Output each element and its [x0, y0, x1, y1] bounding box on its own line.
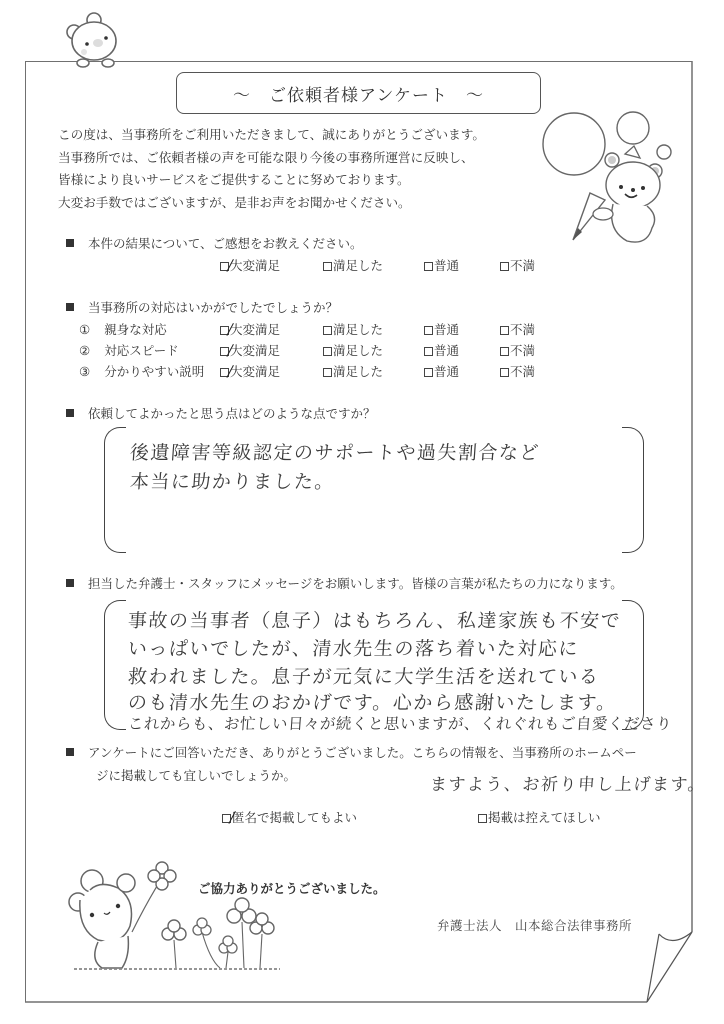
checkbox-icon[interactable]	[500, 347, 509, 356]
item-label: 対応スピード	[104, 343, 179, 358]
option-label: 不満	[510, 258, 536, 273]
q1-option-satisfied[interactable]	[323, 256, 383, 274]
thank-you-message: ご協力ありがとうございました。	[198, 881, 386, 896]
q5-option-do-not-publish[interactable]	[478, 808, 601, 826]
q2-2-option-satisfied[interactable]	[323, 341, 383, 359]
q4-handwritten-line: 救われました。息子が元気に大学生活を送れている	[127, 666, 601, 688]
q3-handwritten-line: 後遺障害等級認定のサポートや過失割合など	[129, 442, 541, 464]
checkbox-icon[interactable]	[424, 262, 433, 271]
checkbox-checked-icon[interactable]	[220, 347, 229, 356]
bullet-square-icon	[66, 303, 74, 311]
checkbox-icon[interactable]	[500, 326, 509, 335]
option-label: 普通	[434, 364, 460, 379]
bear-peeking-icon	[60, 10, 130, 70]
q2-item-1	[79, 320, 167, 338]
bullet-square-icon	[66, 409, 74, 417]
q1-option-normal[interactable]	[424, 256, 459, 274]
question-5	[66, 743, 637, 761]
left-bracket	[104, 600, 126, 730]
option-label: 大変満足	[230, 364, 281, 379]
option-label: 大変満足	[230, 343, 281, 358]
intro-line: 皆様により良いサービスをご提供することに努めております。	[58, 172, 410, 187]
checkbox-checked-icon[interactable]	[220, 262, 229, 271]
q1-option-very-satisfied[interactable]	[220, 256, 280, 274]
option-label: 満足した	[333, 343, 384, 358]
intro-paragraph	[58, 124, 485, 214]
option-label: 大変満足	[230, 258, 281, 273]
option-label: 満足した	[333, 322, 384, 337]
option-label: 普通	[434, 322, 460, 337]
option-label: 満足した	[333, 364, 384, 379]
q2-3-option-dissatisfied[interactable]	[500, 362, 535, 380]
question-3-label: 依頼してよかったと思う点はどのような点ですか？	[88, 406, 376, 421]
q3-handwritten-line: 本当に助かりました。	[129, 471, 336, 493]
option-label: 満足した	[333, 258, 384, 273]
q2-3-option-satisfied[interactable]	[323, 362, 383, 380]
q2-3-option-normal[interactable]	[424, 362, 459, 380]
q2-1-option-normal[interactable]	[424, 320, 459, 338]
option-label: 大変満足	[230, 322, 281, 337]
q2-3-option-very-satisfied[interactable]	[220, 362, 280, 380]
checkbox-icon[interactable]	[500, 262, 509, 271]
q4-handwritten-line: いっぱいでしたが、清水先生の落ち着いた対応に	[127, 638, 580, 660]
q2-item-2	[79, 341, 179, 359]
q4-handwritten-line: 事故の当事者（息子）はもちろん、私達家族も不安で	[127, 610, 622, 632]
intro-line: この度は、当事務所をご利用いただきまして、誠にありがとうございます。	[58, 127, 485, 142]
q2-1-option-very-satisfied[interactable]	[220, 320, 280, 338]
q2-1-option-dissatisfied[interactable]	[500, 320, 535, 338]
item-number: ①	[79, 322, 91, 337]
question-3	[66, 404, 376, 422]
checkbox-checked-icon[interactable]	[222, 814, 231, 823]
bullet-square-icon	[66, 239, 74, 247]
item-label: 分かりやすい説明	[104, 364, 205, 379]
item-number: ③	[79, 364, 91, 379]
question-5-label: アンケートにご回答いただき、ありがとうございました。こちらの情報を、当事務所のホームペー	[88, 745, 637, 760]
q2-1-option-satisfied[interactable]	[323, 320, 383, 338]
checkbox-icon[interactable]	[323, 262, 332, 271]
right-bracket	[622, 427, 644, 553]
checkbox-icon[interactable]	[424, 347, 433, 356]
q5-option-anonymous-ok[interactable]	[222, 808, 357, 826]
q4-handwritten-line: ますよう、お祈り申し上げます。	[429, 775, 707, 795]
checkbox-checked-icon[interactable]	[220, 326, 229, 335]
question-1-label: 本件の結果について、ご感想をお教えください。	[88, 236, 363, 251]
survey-title-text: ～ ご依頼者様アンケート ～	[233, 85, 484, 106]
item-label: 親身な対応	[104, 322, 167, 337]
option-label: 掲載は控えてほしい	[488, 810, 601, 825]
bullet-square-icon	[66, 579, 74, 587]
option-label: 普通	[434, 258, 460, 273]
checkbox-checked-icon[interactable]	[220, 368, 229, 377]
checkbox-icon[interactable]	[424, 326, 433, 335]
bear-with-pencil-icon	[535, 108, 685, 248]
checkbox-icon[interactable]	[323, 347, 332, 356]
item-number: ②	[79, 343, 91, 358]
q4-handwritten-line: これからも、お忙しい日々が続くと思いますが、くれぐれもご自愛くださり	[127, 715, 673, 733]
q2-2-option-normal[interactable]	[424, 341, 459, 359]
q2-item-3	[79, 362, 204, 380]
option-label: 匿名で掲載してもよい	[232, 810, 358, 825]
option-label: 不満	[510, 364, 536, 379]
survey-title	[176, 72, 541, 114]
intro-line: 大変お手数ではございますが、是非お声をお聞かせください。	[58, 194, 411, 210]
option-label: 普通	[434, 343, 460, 358]
question-1	[66, 234, 363, 252]
left-bracket	[104, 427, 126, 553]
question-4-label: 担当した弁護士・スタッフにメッセージをお願いします。皆様の言葉が私たちの力になります。	[88, 576, 623, 591]
checkbox-icon[interactable]	[424, 368, 433, 377]
q2-2-option-very-satisfied[interactable]	[220, 341, 280, 359]
law-firm-name: 弁護士法人 山本総合法律事務所	[437, 918, 633, 933]
bear-with-clover-icon	[70, 860, 290, 980]
checkbox-icon[interactable]	[500, 368, 509, 377]
q4-handwritten-line: のも清水先生のおかげです。心から感謝いたします。	[127, 692, 618, 714]
intro-line: 当事務所では、ご依頼者様の声を可能な限り今後の事務所運営に反映し、	[58, 149, 474, 165]
option-label: 不満	[510, 343, 536, 358]
q1-option-dissatisfied[interactable]	[500, 256, 535, 274]
option-label: 不満	[510, 322, 536, 337]
question-5-label-cont: ジに掲載しても宜しいでしょうか。	[96, 768, 297, 783]
q2-2-option-dissatisfied[interactable]	[500, 341, 535, 359]
checkbox-icon[interactable]	[478, 814, 487, 823]
checkbox-icon[interactable]	[323, 368, 332, 377]
bullet-square-icon	[66, 748, 74, 756]
checkbox-icon[interactable]	[323, 326, 332, 335]
question-2-label: 当事務所の対応はいかがでしたでしょうか？	[88, 300, 339, 315]
question-4	[66, 574, 623, 592]
question-2	[66, 298, 338, 316]
right-bracket	[622, 600, 644, 730]
